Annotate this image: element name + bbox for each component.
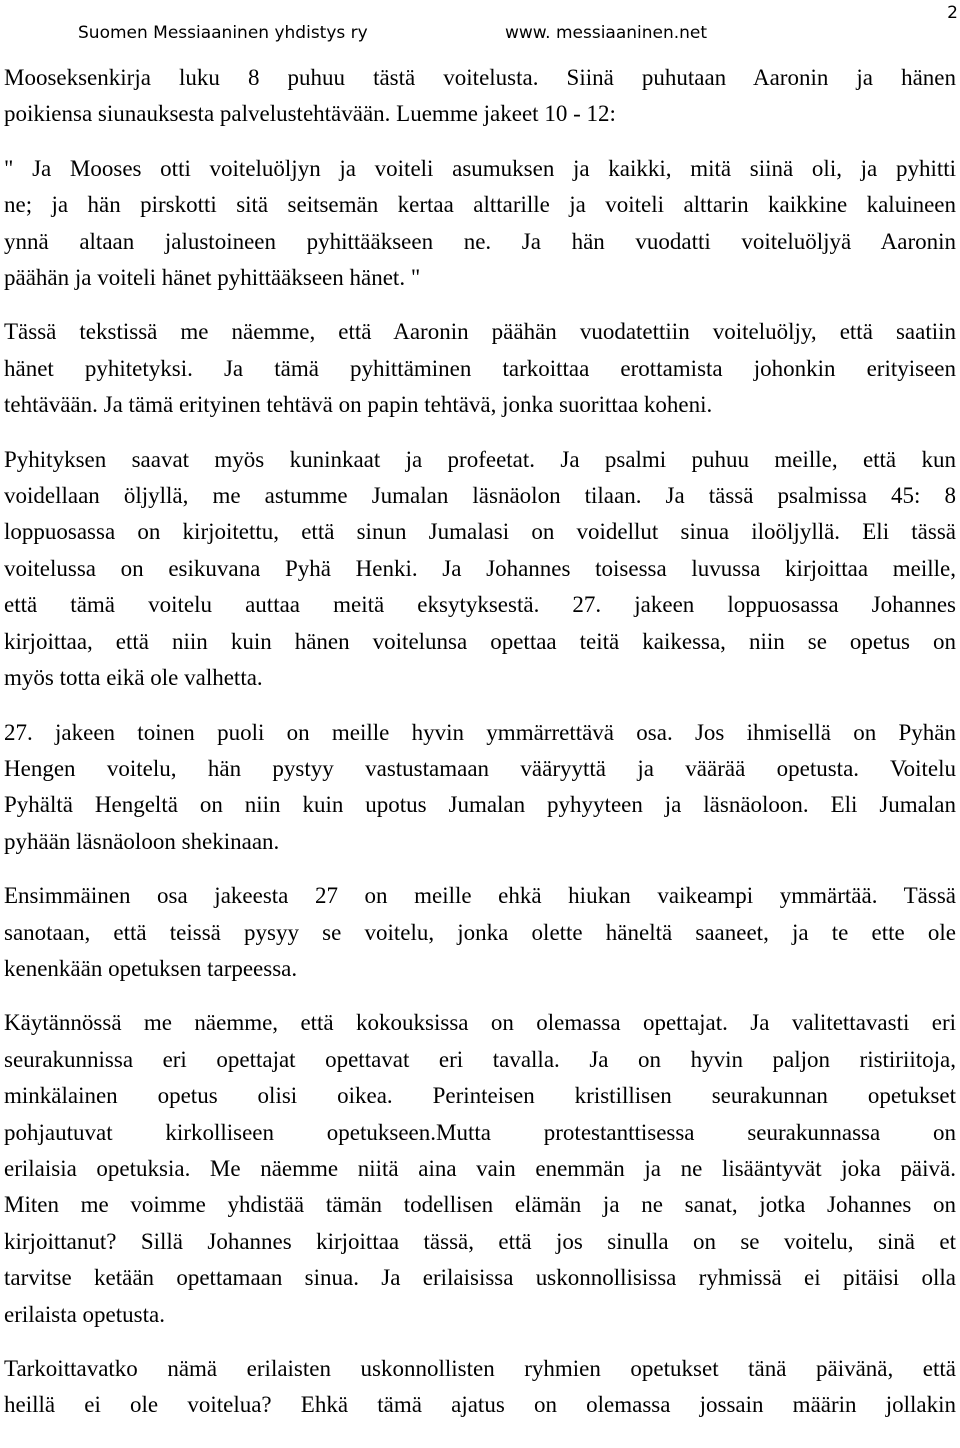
text-line: pyhään läsnäoloon shekinaan.: [4, 828, 280, 854]
text-line: kirjoittaa, että niin kuin hänen voitelunsa opettaa teitä kaikessa, niin se opetus on: [4, 628, 956, 654]
paragraph: [4, 1005, 956, 1333]
paragraph: [4, 151, 956, 297]
text-line: loppuosassa on kirjoitettu, että sinun Jumalasi on voidellut sinua iloöljyllä. Eli tässä: [4, 519, 956, 545]
text-line: myös totta eikä ole valhetta.: [4, 665, 263, 691]
text-line: tehtävään. Ja tämä erityinen tehtävä on papin tehtävä, jonka suorittaa koheni.: [4, 392, 713, 418]
text-line: ynnä altaan jalustoineen pyhittääkseen ne. Ja hän vuodatti voiteluöljyä Aaronin: [4, 228, 956, 254]
text-line: Hengen voitelu, hän pystyy vastustamaan vääryyttä ja väärää opetusta. Voitelu: [4, 755, 956, 781]
text-line: erilaisia opetuksia. Me näemme niitä aina vain enemmän ja ne lisääntyvät joka päivä.: [4, 1155, 956, 1181]
text-line: voidellaan öljyllä, me astumme Jumalan läsnäolon tilaan. Ja tässä psalmissa 45: 8: [4, 483, 956, 509]
paragraph: [4, 442, 956, 697]
text-line: Tässä tekstissä me näemme, että Aaronin päähän vuodatettiin voiteluöljy, että saatiin: [4, 319, 956, 345]
text-line: 27. jakeen toinen puoli on meille hyvin ymmärrettävä osa. Jos ihmisellä on Pyhän: [4, 719, 956, 745]
text-line: kenenkään opetuksen tarpeessa.: [4, 955, 298, 981]
text-line: Ensimmäinen osa jakeesta 27 on meille ehkä hiukan vaikeampi ymmärtää. Tässä: [4, 883, 956, 909]
paragraph: [4, 60, 956, 133]
text-line: kirjoittanut? Sillä Johannes kirjoittaa tässä, että jos sinulla on se voitelu, sinä et: [4, 1228, 956, 1254]
text-line: Mooseksenkirja luku 8 puhuu tästä voitelusta. Siinä puhutaan Aaronin ja hänen: [4, 65, 956, 90]
text-line: että tämä voitelu auttaa meitä eksytyksestä. 27. jakeen loppuosassa Johannes: [4, 592, 956, 618]
website-url: www. messiaaninen.net: [505, 23, 708, 43]
paragraph: [4, 715, 956, 861]
text-line: ne; ja hän pirskotti sitä seitsemän kertaa alttarille ja voiteli alttarin kaikkine kaluineen: [4, 192, 956, 218]
text-line: Miten me voimme yhdistää tämän todellisen elämän ja ne sanat, jotka Johannes on: [4, 1192, 956, 1218]
text-line: hänet pyhitetyksi. Ja tämä pyhittäminen tarkoittaa erottamista johonkin erityiseen: [4, 355, 956, 381]
text-line: Käytännössä me näemme, että kokouksissa on olemassa opettajat. Ja valitettavasti eri: [4, 1010, 956, 1036]
text-line: " Ja Mooses otti voiteluöljyn ja voiteli asumuksen ja kaikki, mitä siinä oli, ja pyhitti: [4, 155, 956, 181]
text-line: poikiensa siunauksesta palvelustehtävään. Luemme jakeet 10 - 12:: [4, 101, 616, 127]
text-line: voitelussa on esikuvana Pyhä Henki. Ja Johannes toisessa luvussa kirjoittaa meille,: [4, 555, 956, 581]
text-line: sanotaan, että teissä pysyy se voitelu, jonka olette häneltä saaneet, ja te ette ole: [4, 919, 956, 945]
text-line: Pyhityksen saavat myös kuninkaat ja profeetat. Ja psalmi puhuu meille, että kun: [4, 446, 956, 472]
organization-name: Suomen Messiaaninen yhdistys ry: [78, 23, 368, 43]
paragraph: [4, 314, 956, 423]
text-line: minkälainen opetus olisi oikea. Perinteisen kristillisen seurakunnan opetukset: [4, 1083, 956, 1109]
text-line: seurakunnissa eri opettajat opettavat eri tavalla. Ja on hyvin paljon ristiriitoja,: [4, 1046, 956, 1072]
paragraph: [4, 1351, 956, 1424]
text-line: Pyhältä Hengeltä on niin kuin upotus Jumalan pyhyyteen ja läsnäoloon. Eli Jumalan: [4, 792, 956, 818]
text-line: heillä ei ole voitelua? Ehkä tämä ajatus on olemassa jossain määrin jollakin: [4, 1392, 956, 1418]
page-number: 2: [947, 3, 958, 23]
text-line: erilaista opetusta.: [4, 1301, 165, 1327]
text-line: Tarkoittavatko nämä erilaisten uskonnollisten ryhmien opetukset tänä päivänä, että: [4, 1356, 956, 1381]
document-body: [4, 60, 956, 1424]
paragraph: [4, 878, 956, 987]
text-line: pohjautuvat kirkolliseen opetukseen.Mutta protestanttisessa seurakunnassa on: [4, 1119, 956, 1145]
page-header: [0, 0, 960, 52]
text-line: päähän ja voiteli hänet pyhittääkseen hänet. ": [4, 265, 421, 291]
text-line: tarvitse ketään opettamaan sinua. Ja erilaisissa uskonnollisissa ryhmissä ei pitäisi olla: [4, 1265, 956, 1291]
